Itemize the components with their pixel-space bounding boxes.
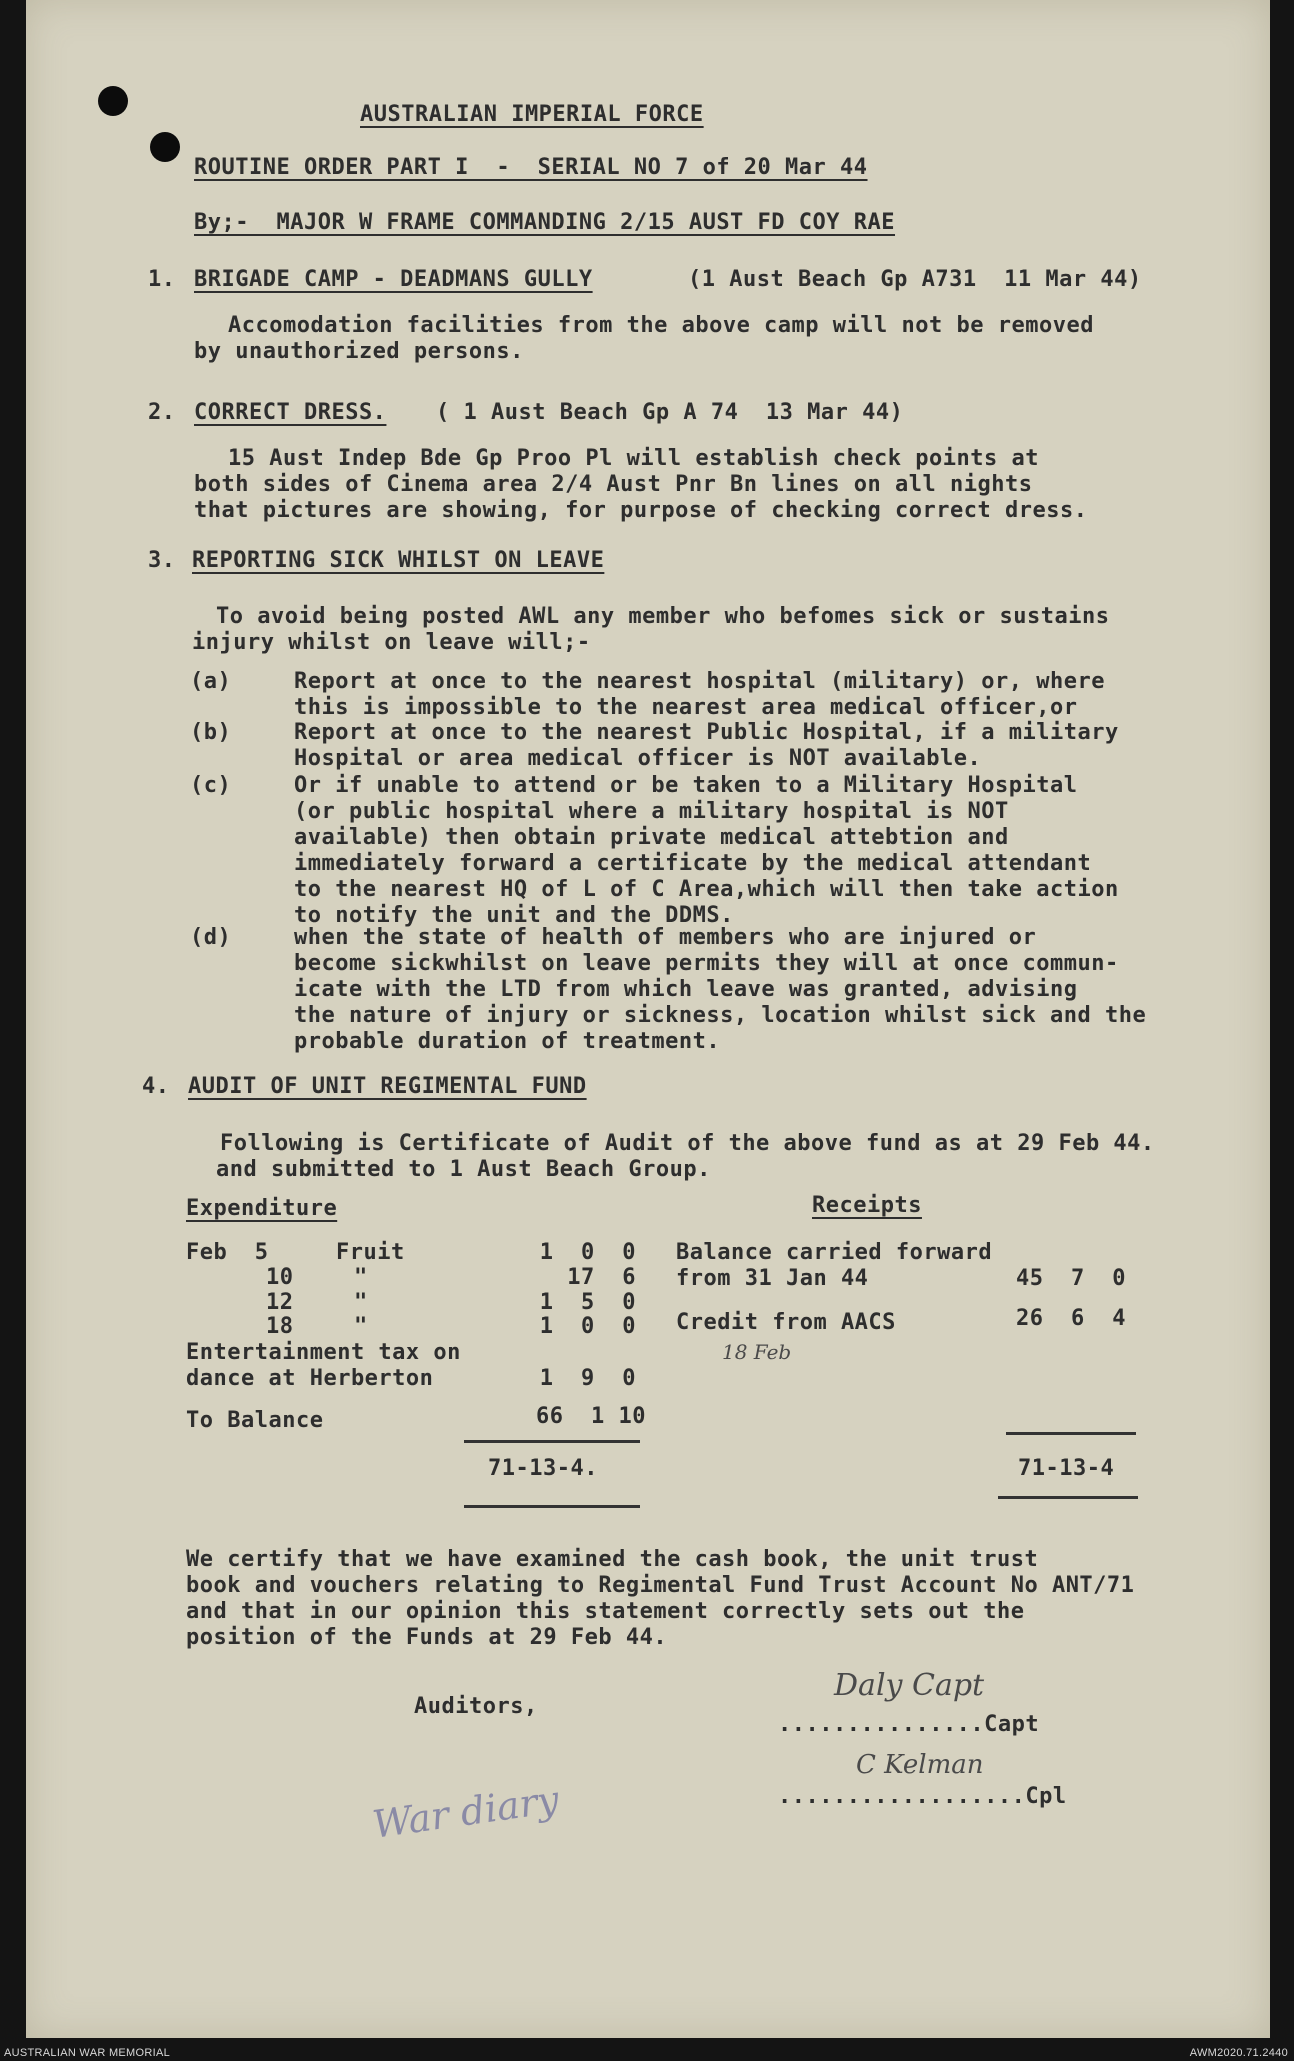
exp-date: 10 <box>266 1265 294 1290</box>
order-heading: ROUTINE ORDER PART I - SERIAL NO 7 of 20 Mar 44 <box>194 155 868 180</box>
balance-amount: 66 1 10 <box>536 1404 646 1429</box>
subitem-line: become sickwhilst on leave permits they will at once commun- <box>294 951 1119 976</box>
exp-date: 12 <box>266 1290 294 1315</box>
subitem-line: Or if unable to attend or be taken to a Military Hospital <box>294 773 1078 798</box>
item-title: CORRECT DRESS. <box>194 400 387 425</box>
receipts-total: 71-13-4 <box>1018 1456 1115 1481</box>
footer-accession-number: AWM2020.71.2440 <box>1189 2047 1288 2059</box>
item-title: REPORTING SICK WHILST ON LEAVE <box>192 548 605 573</box>
subitem-line: to notify the unit and the DDMS. <box>294 903 734 928</box>
signature-capt: Daly Capt <box>834 1668 985 1703</box>
subitem-label: (a) <box>190 669 232 694</box>
exp-amount: 1 0 0 <box>539 1314 636 1339</box>
certify-line: We certify that we have examined the cash book, the unit trust <box>186 1547 1039 1572</box>
item-number: 2. <box>148 400 176 425</box>
subitem-line: icate with the LTD from which leave was granted, advising <box>294 977 1078 1002</box>
total-rule <box>464 1440 640 1443</box>
total-rule <box>1006 1432 1136 1435</box>
auditors-label: Auditors, <box>414 1694 538 1719</box>
punch-hole <box>98 86 128 116</box>
item-title: BRIGADE CAMP - DEADMANS GULLY <box>194 267 593 292</box>
exp-item: dance at Herberton <box>186 1366 434 1391</box>
exp-item: Fruit <box>336 1240 405 1265</box>
item-line: injury whilst on leave will;- <box>192 630 591 655</box>
balance-label: To Balance <box>186 1408 324 1433</box>
item-number: 4. <box>142 1074 170 1099</box>
signature-line-capt: ...............Capt <box>778 1712 1040 1737</box>
item-line: both sides of Cinema area 2/4 Aust Pnr Bn lines on all nights <box>194 472 1033 497</box>
certify-line: book and vouchers relating to Regimental Fund Trust Account No ANT/71 <box>186 1573 1135 1598</box>
item-line: and submitted to 1 Aust Beach Group. <box>216 1157 711 1182</box>
subitem-line: probable duration of treatment. <box>294 1029 721 1054</box>
by-heading: By;- MAJOR W FRAME COMMANDING 2/15 AUST FD COY RAE <box>194 210 896 235</box>
subitem-line: when the state of health of members who are injured or <box>294 925 1037 950</box>
exp-amount: 17 6 <box>567 1265 636 1290</box>
receipt-item: Balance carried forward <box>676 1240 993 1265</box>
expenditure-heading: Expenditure <box>186 1196 338 1221</box>
item-reference: ( 1 Aust Beach Gp A 74 13 Mar 44) <box>436 400 904 425</box>
subitem-line: immediately forward a certificate by the medical attendant <box>294 851 1092 876</box>
signature-cpl: C Kelman <box>856 1750 984 1780</box>
item-line: by unauthorized persons. <box>194 339 524 364</box>
exp-amount: 1 5 0 <box>539 1290 636 1315</box>
subitem-line: Hospital or area medical officer is NOT available. <box>294 746 982 771</box>
document-page <box>26 0 1270 2038</box>
pencil-annotation: War diary <box>369 1777 562 1847</box>
subitem-line: available) then obtain private medical attebtion and <box>294 825 1009 850</box>
subitem-line: (or public hospital where a military hospital is NOT <box>294 799 1009 824</box>
receipt-amount: 45 7 0 <box>1016 1266 1126 1291</box>
total-rule <box>464 1505 640 1508</box>
force-heading: AUSTRALIAN IMPERIAL FORCE <box>360 102 704 127</box>
item-line: Accomodation facilities from the above camp will not be removed <box>228 313 1094 338</box>
footer-source: AUSTRALIAN WAR MEMORIAL <box>4 2047 171 2059</box>
receipt-item: from 31 Jan 44 <box>676 1266 869 1291</box>
certify-line: and that in our opinion this statement correctly sets out the <box>186 1599 1025 1624</box>
expenditure-total: 71-13-4. <box>488 1456 598 1481</box>
item-title: AUDIT OF UNIT REGIMENTAL FUND <box>188 1074 587 1099</box>
exp-item: Entertainment tax on <box>186 1340 461 1365</box>
handwritten-date-note: 18 Feb <box>722 1340 792 1364</box>
exp-date: Feb 5 <box>186 1240 269 1265</box>
certify-line: position of the Funds at 29 Feb 44. <box>186 1625 668 1650</box>
subitem-label: (b) <box>190 720 232 745</box>
receipts-heading: Receipts <box>812 1193 922 1218</box>
exp-item: " <box>354 1265 368 1290</box>
exp-date: 18 <box>266 1314 294 1339</box>
receipt-item: Credit from AACS <box>676 1310 896 1335</box>
subitem-line: the nature of injury or sickness, location whilst sick and the <box>294 1003 1147 1028</box>
item-line: Following is Certificate of Audit of the above fund as at 29 Feb 44. <box>220 1131 1155 1156</box>
subitem-label: (d) <box>190 925 232 950</box>
item-number: 3. <box>148 548 176 573</box>
exp-amount: 1 0 0 <box>539 1240 636 1265</box>
punch-hole <box>150 132 180 162</box>
signature-line-cpl: ..................Cpl <box>778 1784 1067 1809</box>
item-line: 15 Aust Indep Bde Gp Proo Pl will establish check points at <box>228 446 1039 471</box>
subitem-line: Report at once to the nearest Public Hospital, if a military <box>294 720 1119 745</box>
exp-amount: 1 9 0 <box>539 1366 636 1391</box>
total-rule <box>998 1496 1138 1499</box>
subitem-label: (c) <box>190 773 232 798</box>
exp-item: " <box>354 1314 368 1339</box>
subitem-line: to the nearest HQ of L of C Area,which will then take action <box>294 877 1119 902</box>
subitem-line: Report at once to the nearest hospital (military) or, where <box>294 669 1105 694</box>
item-reference: (1 Aust Beach Gp A731 11 Mar 44) <box>688 267 1142 292</box>
exp-item: " <box>354 1290 368 1315</box>
subitem-line: this is impossible to the nearest area medical officer,or <box>294 695 1078 720</box>
receipt-amount: 26 6 4 <box>1016 1306 1126 1331</box>
item-number: 1. <box>148 267 176 292</box>
item-line: that pictures are showing, for purpose of checking correct dress. <box>194 498 1088 523</box>
item-line: To avoid being posted AWL any member who befomes sick or sustains <box>216 604 1110 629</box>
